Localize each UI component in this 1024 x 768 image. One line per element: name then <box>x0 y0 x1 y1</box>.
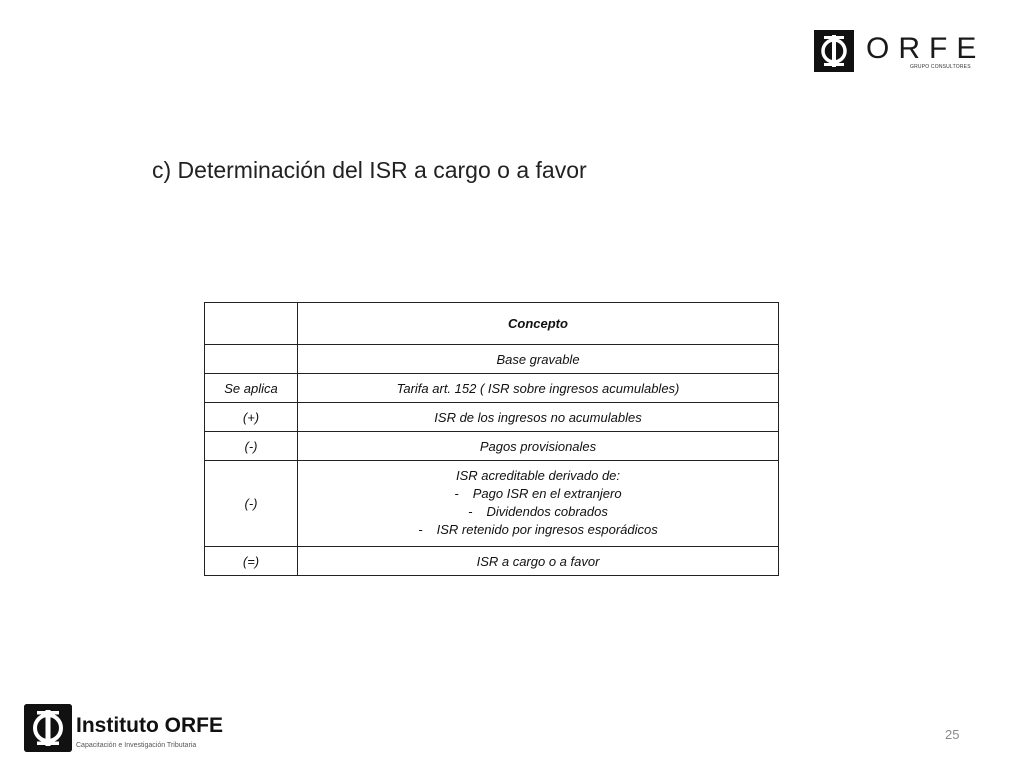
orfe-header-logo <box>814 30 984 72</box>
concept-cell: Tarifa art. 152 ( ISR sobre ingresos acumulables) <box>298 374 779 403</box>
concept-cell: Base gravable <box>298 345 779 374</box>
subitem-text: Pago ISR en el extranjero <box>472 486 622 501</box>
concept-subitem <box>302 485 774 503</box>
concept-heading: ISR acreditable derivado de: <box>455 468 621 483</box>
logo-wordmark: ORFE <box>866 32 986 65</box>
institute-tagline: Capacitación e Investigación Tributaria <box>76 742 197 749</box>
page-number: 25 <box>945 727 960 742</box>
bullet-dash: - <box>468 504 473 519</box>
table-row <box>205 432 779 461</box>
concept-cell: ISR de los ingresos no acumulables <box>298 403 779 432</box>
bullet-dash: - <box>454 486 459 501</box>
concept-subitem <box>302 521 774 539</box>
concept-cell: Pagos provisionales <box>298 432 779 461</box>
op-cell: (-) <box>205 461 298 547</box>
header-cell-concepto: Concepto <box>298 303 779 345</box>
table-row <box>205 403 779 432</box>
op-cell: Se aplica <box>205 374 298 403</box>
op-cell <box>205 345 298 374</box>
table-header-row <box>205 303 779 345</box>
table-row <box>205 461 779 547</box>
phi-icon <box>24 704 72 752</box>
concept-cell-multiline <box>298 461 779 547</box>
header-cell-blank <box>205 303 298 345</box>
instituto-orfe-logo <box>24 704 264 752</box>
table-row <box>205 374 779 403</box>
op-cell: (-) <box>205 432 298 461</box>
logo-tagline: GRUPO CONSULTORES <box>910 64 971 70</box>
slide-title: c) Determinación del ISR a cargo o a favor <box>152 157 587 183</box>
subitem-text: ISR retenido por ingresos esporádicos <box>436 522 658 537</box>
concept-cell: ISR a cargo o a favor <box>298 547 779 576</box>
op-cell: (+) <box>205 403 298 432</box>
concept-subitem <box>302 503 774 521</box>
phi-icon <box>814 30 854 72</box>
table-row <box>205 547 779 576</box>
isr-table <box>204 302 779 576</box>
institute-name: Instituto ORFE <box>76 714 223 737</box>
op-cell: (=) <box>205 547 298 576</box>
subitem-text: Dividendos cobrados <box>486 504 608 519</box>
table-row <box>205 345 779 374</box>
bullet-dash: - <box>418 522 423 537</box>
